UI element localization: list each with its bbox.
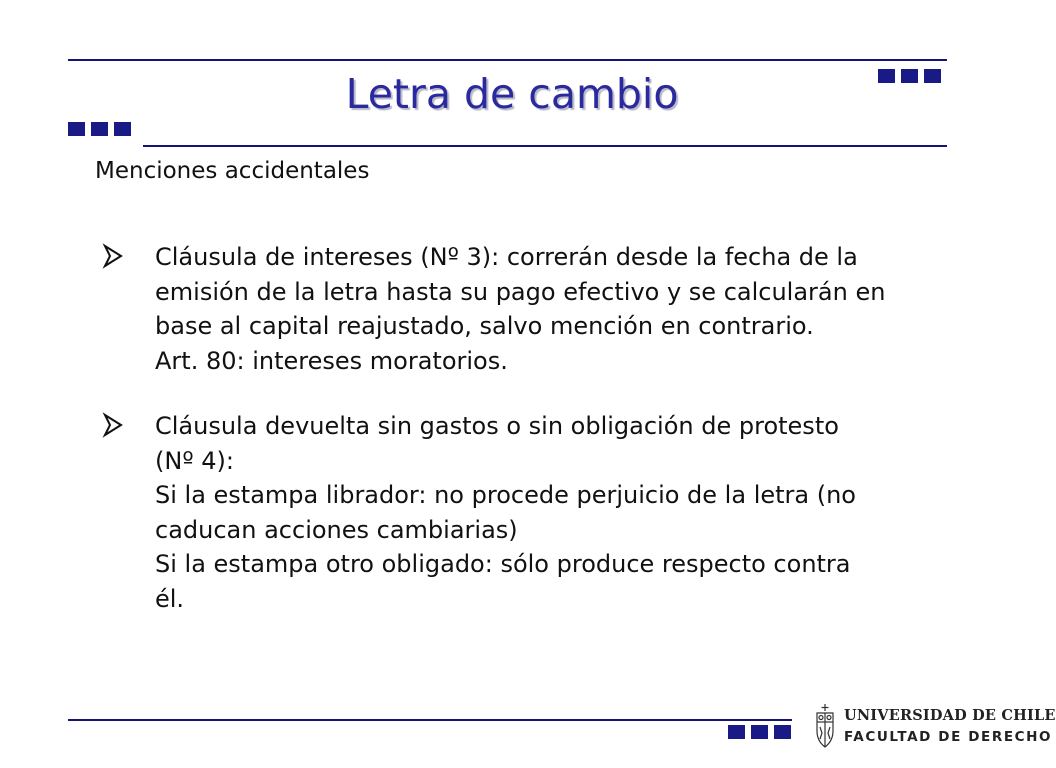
bullet-line: caducan acciones cambiarias) bbox=[155, 515, 518, 544]
arrow-bullet-icon bbox=[103, 244, 123, 268]
bullet-text bbox=[155, 409, 856, 617]
bullet-line: base al capital reajustado, salvo mención en contrario. bbox=[155, 312, 814, 341]
slide-title: Letra de cambio bbox=[345, 70, 679, 118]
faculty-name: FACULTAD DE DERECHO bbox=[844, 729, 1053, 745]
bullet-line: Si la estampa librador: no procede perjuicio de la letra (no bbox=[155, 481, 856, 510]
bottom-rule bbox=[68, 719, 792, 721]
bullet-line: él. bbox=[155, 584, 185, 613]
top-rule bbox=[68, 59, 947, 61]
left-squares bbox=[68, 122, 131, 136]
bullet-line: Cláusula devuelta sin gastos o sin obligación de protesto bbox=[155, 412, 839, 440]
bullet-line: Art. 80: intereses moratorios. bbox=[155, 346, 508, 375]
bullet-line: Si la estampa otro obligado: sólo produce respecto contra bbox=[155, 550, 851, 579]
slide-subtitle: Menciones accidentales bbox=[95, 158, 370, 184]
arrow-bullet-icon bbox=[103, 413, 123, 437]
title-underline-rule bbox=[143, 145, 947, 147]
bottom-squares bbox=[728, 725, 791, 739]
bullet-text bbox=[155, 240, 885, 378]
university-logo bbox=[812, 703, 1056, 751]
bullet-line: (Nº 4): bbox=[155, 446, 234, 475]
bullet-line: Cláusula de intereses (Nº 3): correrán desde la fecha de la bbox=[155, 243, 858, 271]
university-crest-icon bbox=[812, 703, 838, 749]
bullet-line: emisión de la letra hasta su pago efectivo y se calcularán en bbox=[155, 277, 886, 306]
university-name: UNIVERSIDAD DE CHILE bbox=[844, 707, 1056, 724]
